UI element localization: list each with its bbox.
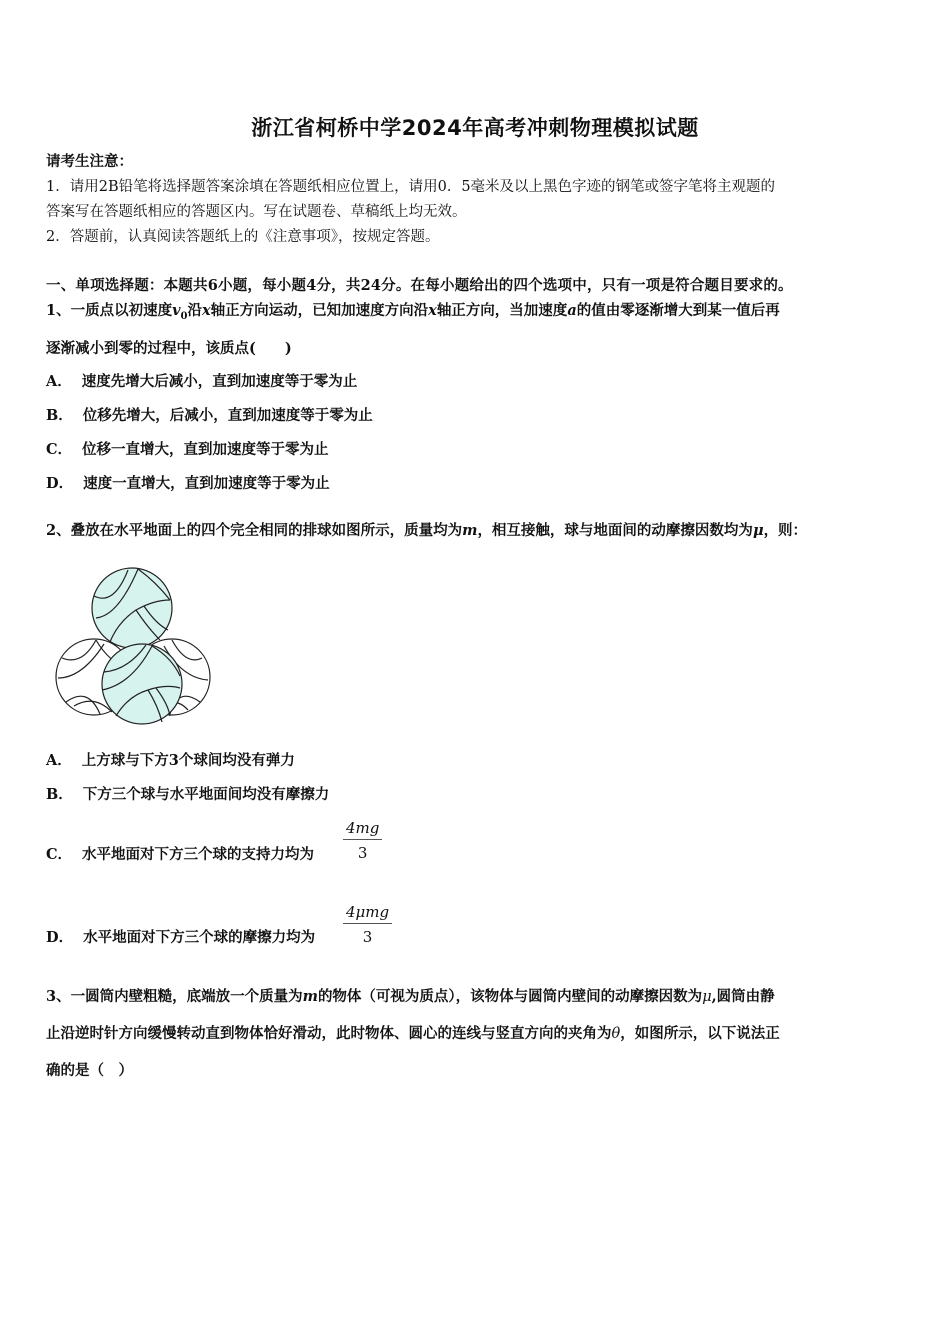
option-letter: D．: [46, 475, 74, 492]
q1-x2: x: [428, 302, 437, 319]
notice-line-1: 1．请用2B铅笔将选择题答案涂填在答题纸相应位置上，请用0．5毫米及以上黑色字迹的钢笔或签字笔将主观题的: [46, 179, 776, 195]
question-1-stem: [46, 301, 780, 327]
q1-text-d: 轴正方向，当加速度: [436, 302, 568, 319]
q1-text-e: 的值由零逐渐增大到某一值后再: [576, 302, 780, 319]
q1-text-a: 1、一质点以初速度: [46, 302, 173, 319]
option-letter: B．: [46, 786, 73, 803]
q1-a: a: [567, 302, 577, 319]
option-text: 位移先增大，后减小，直到加速度等于零为止: [82, 407, 373, 424]
option-letter: A．: [46, 373, 72, 390]
q3-text-c: ,圆筒由静: [711, 988, 775, 1005]
q2-m: m: [462, 522, 478, 539]
option-letter: D．: [46, 929, 74, 946]
option-letter: B．: [46, 407, 73, 424]
q1-option-d: [46, 474, 330, 494]
q2-mu: μ: [752, 522, 764, 539]
q2-option-a: [46, 751, 295, 771]
q1-text-b: 沿: [187, 302, 202, 319]
q3-text-line2-a: 止沿逆时针方向缓慢转动直到物体恰好滑动，此时物体、圆心的连线与竖直方向的夹角为: [46, 1025, 612, 1042]
option-text: 水平地面对下方三个球的支持力均为: [82, 846, 315, 863]
option-letter: C．: [46, 441, 73, 458]
fraction-4umg-over-3: [343, 903, 392, 946]
fraction-4mg-over-3: [343, 819, 382, 862]
q1-option-c: [46, 440, 329, 460]
option-text: 速度先增大后减小，直到加速度等于零为止: [81, 373, 358, 390]
question-2-stem: [46, 521, 807, 541]
q1-v0: v: [172, 302, 181, 319]
q3-text-a: 3、一圆筒内壁粗糙，底端放一个质量为: [46, 988, 303, 1005]
q2-text-c: ，则：: [763, 522, 808, 539]
q2-option-d: [46, 928, 315, 948]
q3-m: m: [302, 988, 318, 1005]
question-3-stem: [46, 987, 775, 1007]
fraction-numerator: 4mg: [343, 819, 382, 840]
page-title: 浙江省柯桥中学2024年高考冲刺物理模拟试题: [251, 116, 699, 140]
q3-text-line2-b: ，如图所示，以下说法正: [620, 1025, 780, 1042]
q1-option-b: [46, 406, 373, 426]
q1-x1: x: [202, 302, 211, 319]
option-text: 上方球与下方3个球间均没有弹力: [81, 752, 295, 769]
notice-line-2: 答案写在答题纸相应的答题区内。写在试题卷、草稿纸上均无效。: [46, 204, 467, 220]
q2-text-a: 2、叠放在水平地面上的四个完全相同的排球如图所示，质量均为: [46, 522, 463, 539]
volleyball-stack-figure: [52, 566, 214, 726]
q1-v0-sub: 0: [180, 310, 188, 322]
volleyball-front: [102, 644, 182, 724]
q1-option-a: [46, 372, 357, 392]
q2-text-b: ，相互接触，球与地面间的动摩擦因数均为: [477, 522, 753, 539]
notice-heading: 请考生注意：: [46, 153, 133, 170]
option-letter: C．: [46, 846, 73, 863]
q2-option-b: [46, 785, 329, 805]
option-text: 水平地面对下方三个球的摩擦力均为: [83, 929, 316, 946]
notice-line-3: 2．答题前，认真阅读答题纸上的《注意事项》，按规定答题。: [46, 229, 440, 245]
q3-mu: μ: [702, 989, 712, 1005]
q2-option-c: [46, 845, 314, 865]
fraction-denominator: 3: [362, 928, 373, 946]
option-letter: A．: [46, 752, 72, 769]
question-3-stem-line-3: 确的是（ ）: [46, 1062, 133, 1079]
question-3-stem-line-2: [46, 1024, 780, 1044]
q3-text-b: 的物体（可视为质点），该物体与圆筒内壁间的动摩擦因数为: [317, 988, 703, 1005]
question-1-stem-line-2: 逐渐减小到零的过程中，该质点( ): [46, 340, 292, 357]
q3-theta: θ: [611, 1026, 621, 1042]
option-text: 位移一直增大，直到加速度等于零为止: [82, 441, 329, 458]
fraction-numerator: 4μmg: [343, 903, 392, 924]
option-text: 速度一直增大，直到加速度等于零为止: [83, 475, 330, 492]
fraction-denominator: 3: [357, 844, 368, 862]
q1-text-c: 轴正方向运动，已知加速度方向沿: [210, 302, 429, 319]
section-heading: 一、单项选择题：本题共6小题，每小题4分，共24分。在每小题给出的四个选项中，只有一项是符合题目要求的。: [46, 277, 793, 294]
volleyball-top: [92, 568, 172, 648]
option-text: 下方三个球与水平地面间均没有摩擦力: [82, 786, 330, 803]
